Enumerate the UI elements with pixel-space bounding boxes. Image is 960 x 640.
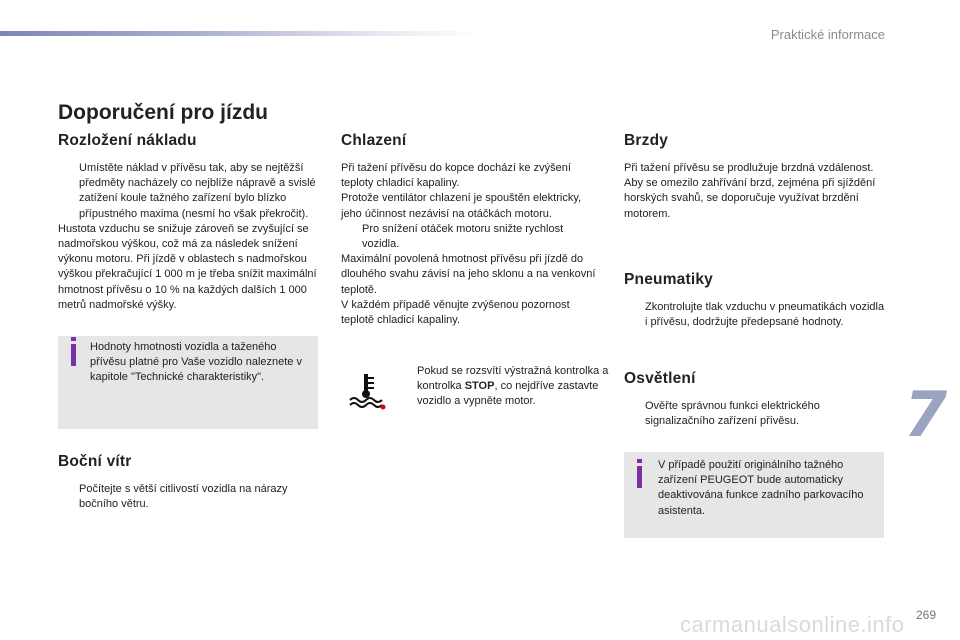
tyres-bullet-text: Zkontrolujte tlak vzduchu v pneumatikách vozidla i přívěsu, dodržujte předepsané hodnoty. <box>645 301 885 329</box>
cooling-bullet <box>341 222 603 252</box>
info-icon <box>637 466 642 488</box>
brakes-p1: Při tažení přívěsu se prodlužuje brzdná vzdálenost. <box>624 162 874 174</box>
wind-heading: Boční vítr <box>58 453 132 470</box>
brakes-heading: Brzdy <box>624 132 669 149</box>
wind-section <box>58 453 320 512</box>
cooling-warning-pre: Pokud se rozsvítí výstražná kontrolka a kontrolka <box>417 365 609 393</box>
lights-info-text: V případě použití originálního tažného zařízení PEUGEOT bude automaticky deaktivována funkce zadního parkovacího asistenta. <box>658 459 864 517</box>
cooling-warning <box>341 358 609 434</box>
lights-section <box>624 370 886 429</box>
cooling-bullet-text: Pro snížení otáček motoru snižte rychlost vozidla. <box>362 222 564 251</box>
load-info-text: Hodnoty hmotnosti vozidla a taženého přívěsu platné pro Vaše vozidlo naleznete v kapitole "Technické charakteristiky". <box>90 341 302 384</box>
cooling-warning-bullet <box>396 364 622 410</box>
load-bullet <box>58 161 320 222</box>
cooling-p1: Při tažení přívěsu do kopce dochází ke zvýšení teploty chladicí kapaliny. <box>341 162 571 190</box>
stop-label: STOP <box>464 380 495 393</box>
tyres-section <box>624 271 886 330</box>
coolant-temperature-icon <box>346 370 386 410</box>
lights-info-box <box>624 452 884 538</box>
brakes-section <box>624 132 886 222</box>
wind-bullet-text: Počítejte s větší citlivostí vozidla na nárazy bočního větru. <box>79 483 288 511</box>
page-number: 269 <box>915 608 936 622</box>
cooling-section <box>341 132 603 328</box>
wind-bullet <box>58 482 320 512</box>
tyres-bullet <box>624 300 886 330</box>
info-icon <box>71 344 76 366</box>
brakes-p2: Aby se omezilo zahřívání brzd, zejména při sjíždění horských svahů, se doporučuje využívat brzdění motorem. <box>624 177 876 220</box>
header-gradient-bar <box>0 31 480 36</box>
lights-bullet <box>624 399 886 429</box>
watermark: carmanualsonline.info <box>680 612 905 637</box>
page-title: Doporučení pro jízdu <box>58 101 268 124</box>
load-info-box <box>58 336 318 429</box>
load-bullet-text: Umístěte náklad v přívěsu tak, aby se nejtěžší předměty nacházely co nejblíže nápravě a svislé zatížení koule tažného zařízení bylo blízko přípustného maxima (nesmí ho však překročit). <box>79 162 316 220</box>
load-heading: Rozložení nákladu <box>58 132 197 149</box>
chapter-number: 7 <box>904 378 948 451</box>
cooling-heading: Chlazení <box>341 132 407 149</box>
lights-heading: Osvětlení <box>624 370 696 387</box>
cooling-p3: Maximální povolená hmotnost přívěsu při jízdě do dlouhého svahu závisí na jeho sklonu a na venkovní teplotě. <box>341 253 596 296</box>
load-paragraph: Hustota vzduchu se snižuje zároveň se zvyšující se nadmořskou výškou, což má za následek snížení výkonu motoru. Při jízdě v oblastech s nadmořskou výškou překračující 1 000 m je třeba snížit maximální hmotnost přívěsu o 10 % na každých dalších 1 000 metrů nadmořské výšky. <box>58 222 317 311</box>
lights-bullet-text: Ověřte správnou funkci elektrického signalizačního zařízení přívěsu. <box>645 400 820 428</box>
tyres-heading: Pneumatiky <box>624 271 714 288</box>
section-header: Praktické informace <box>770 27 885 42</box>
cooling-warning-post: , co nejdříve zastavte vozidlo a vypněte motor. <box>417 380 599 408</box>
cooling-p4: V každém případě věnujte zvýšenou pozornost teplotě chladicí kapaliny. <box>341 298 570 327</box>
load-section <box>58 132 320 313</box>
cooling-p2: Protože ventilátor chlazení je spouštěn elektricky, jeho účinnost nezávisí na otáčkách motoru. <box>341 192 582 220</box>
